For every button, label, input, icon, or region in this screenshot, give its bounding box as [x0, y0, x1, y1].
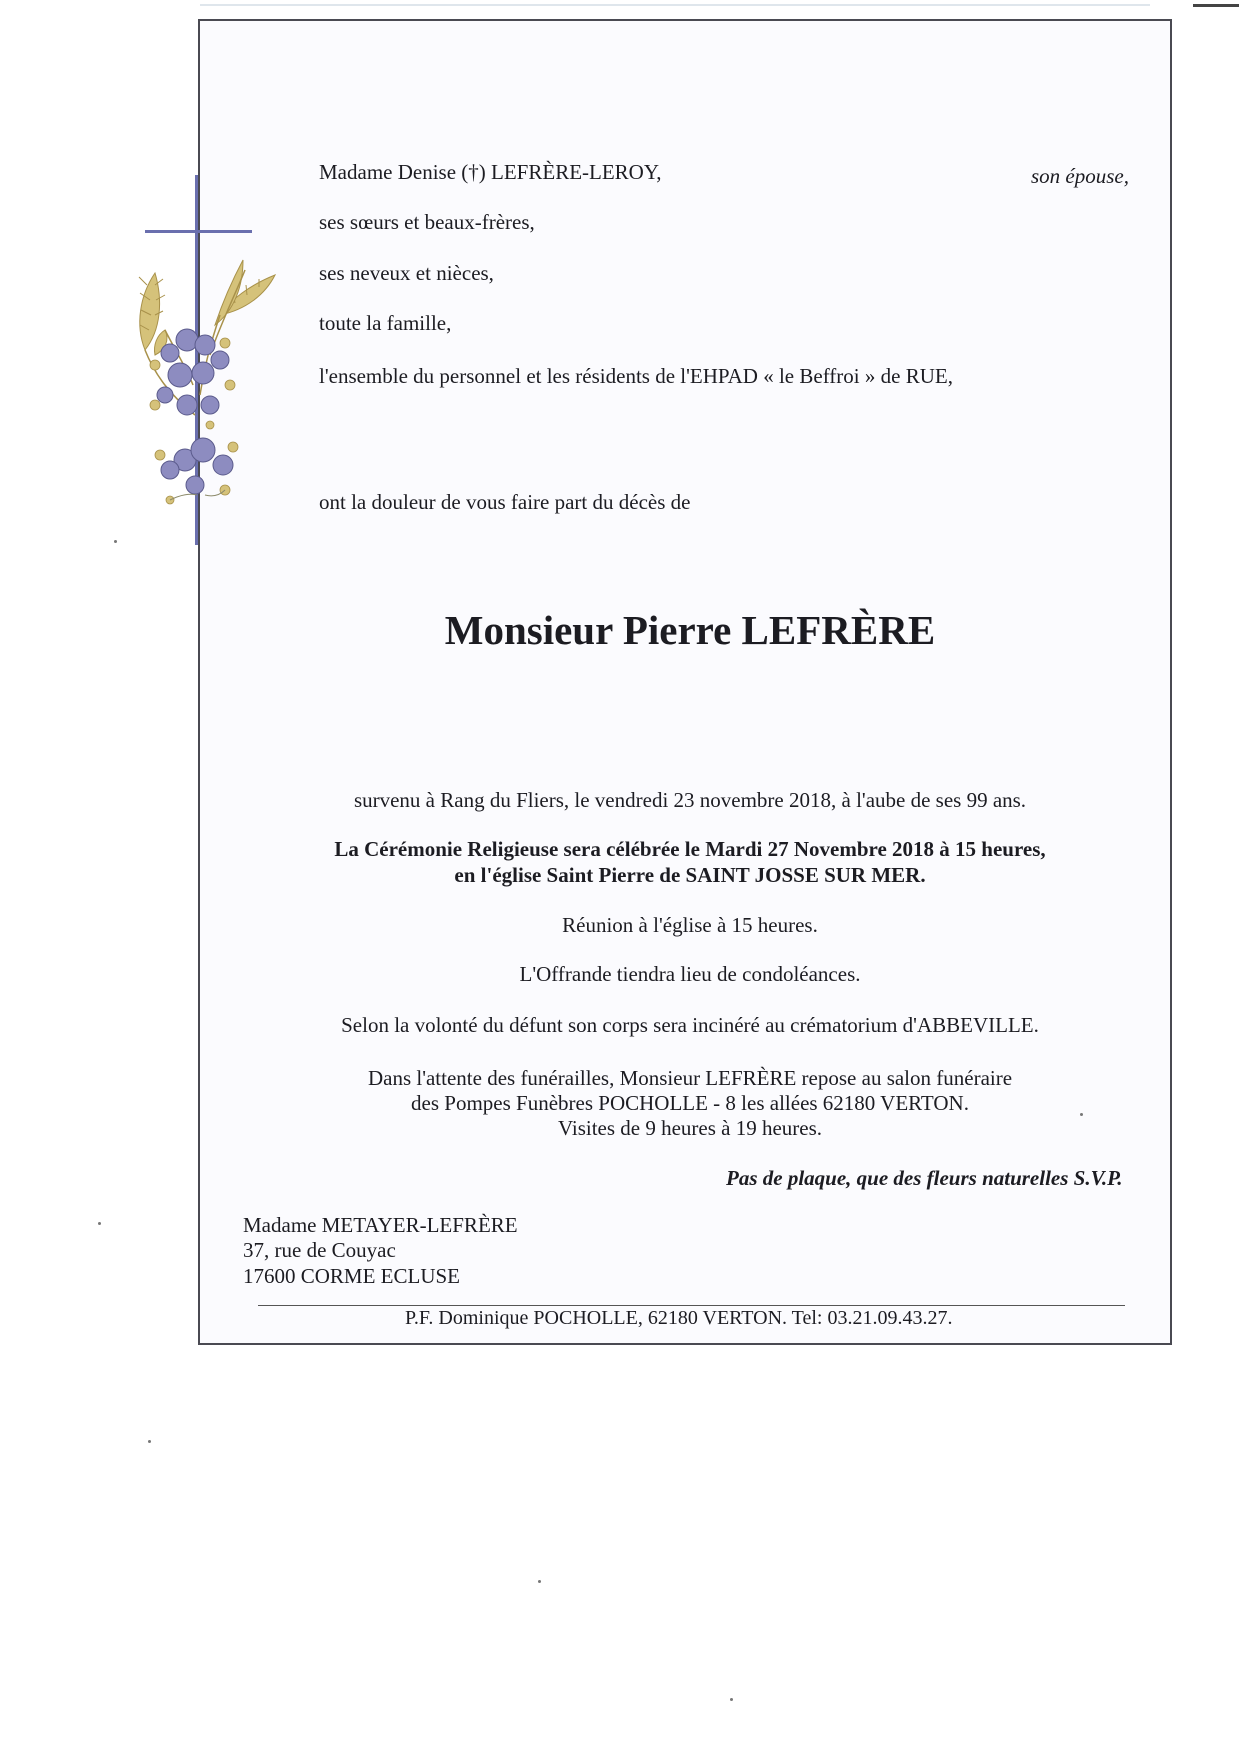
scan-speck	[1080, 1113, 1083, 1116]
scan-edge-line	[200, 4, 1150, 6]
meeting-line: Réunion à l'église à 15 heures.	[562, 913, 818, 937]
scan-speck	[538, 1580, 541, 1583]
offering-line: L'Offrande tiendra lieu de condoléances.	[519, 962, 861, 986]
cremation-line: Selon la volonté du défunt son corps sera incinéré au crématorium d'ABBEVILLE.	[341, 1013, 1039, 1037]
contact-city: 17600 CORME ECLUSE	[243, 1264, 461, 1288]
flowers-note: Pas de plaque, que des fleurs naturelles S.V.P.	[726, 1166, 1123, 1190]
scan-speck	[148, 1440, 151, 1443]
scan-speck	[730, 1698, 733, 1701]
contact-street: 37, rue de Couyac	[243, 1238, 396, 1262]
scan-mark	[1193, 4, 1239, 7]
scan-speck	[98, 1222, 101, 1225]
wheat-flowers-icon	[125, 255, 310, 520]
funeral-home-line-2: des Pompes Funèbres POCHOLLE - 8 les allées 62180 VERTON.	[411, 1091, 969, 1115]
widow-line: Madame Denise (†) LEFRÈRE-LEROY,	[319, 160, 662, 184]
death-line: survenu à Rang du Fliers, le vendredi 23 novembre 2018, à l'aube de ses 99 ans.	[353, 788, 1027, 812]
scan-speck	[114, 540, 117, 543]
funeral-home-line-1: Dans l'attente des funérailles, Monsieur LEFRÈRE repose au salon funéraire	[367, 1066, 1013, 1090]
visits-line: Visites de 9 heures à 19 heures.	[557, 1116, 823, 1140]
cross-bar	[145, 230, 252, 233]
footer-text: P.F. Dominique POCHOLLE, 62180 VERTON. Tel: 03.21.09.43.27.	[405, 1307, 953, 1329]
nephews-line: ses neveux et nièces,	[319, 261, 494, 285]
family-line: toute la famille,	[319, 311, 452, 335]
ceremony-line-1: La Cérémonie Religieuse sera célébrée le Mardi 27 Novembre 2018 à 15 heures,	[334, 837, 1046, 861]
deceased-name: Monsieur Pierre LEFRÈRE	[444, 607, 936, 653]
ceremony-line-2: en l'église Saint Pierre de SAINT JOSSE SUR MER.	[454, 863, 926, 887]
staff-line: l'ensemble du personnel et les résidents de l'EHPAD « le Beffroi » de RUE,	[319, 364, 953, 388]
announcement-line: ont la douleur de vous faire part du décès de	[319, 490, 691, 514]
footer-divider	[258, 1305, 1125, 1306]
contact-name: Madame METAYER-LEFRÈRE	[243, 1213, 518, 1237]
widow-role: son épouse,	[1031, 164, 1129, 188]
siblings-line: ses sœurs et beaux-frères,	[319, 210, 535, 234]
